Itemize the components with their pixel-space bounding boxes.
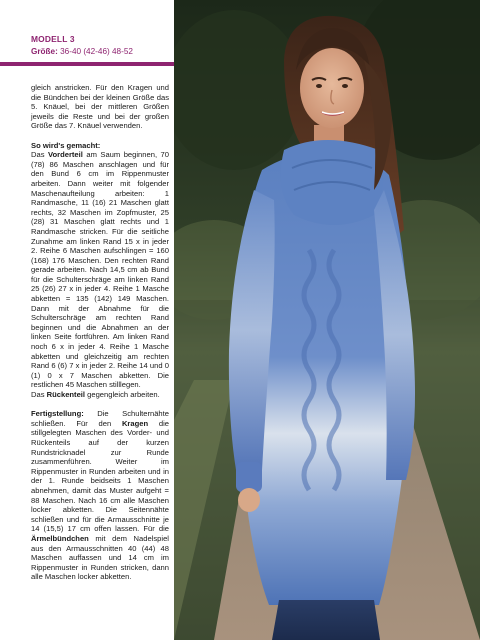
accent-rule (0, 62, 174, 66)
term-aermelbuendchen: Ärmelbündchen (31, 533, 89, 543)
size-label: Größe: (31, 47, 58, 56)
section-finishing: Fertigstellung: (31, 409, 84, 419)
size-value: 36-40 (42-46) 48-52 (57, 47, 133, 56)
model-photo (174, 0, 480, 640)
term-kragen: Kragen (121, 418, 149, 428)
term-rueckenteil: Rückenteil (46, 390, 86, 399)
size-line (31, 47, 133, 56)
model-title: MODELL 3 (31, 34, 75, 44)
instructions-body (31, 83, 169, 591)
instruction-column (0, 0, 174, 640)
paragraph-finishing: Fertigstellung: Die Schulternähte schließen. Für den Kragen die stillgelegten Maschen des Vorder- und Rückenteils auf der kurzen Rundstricknadel zur Runde zusammenführen. Weiter im Rippenmuster in Runden arbeiten und in der 1. Runde beidseits 1 Maschen abnehmen, damit das Muster aufgeht = 88 Maschen. Nach 16 cm alle Maschen locker abketten. Die Seitennähte schließen und für die Armausschnitte je 14 (15,5) 17 cm offen lassen. Für die Ärmelbündchen mit dem Nadelspiel aus den Armausschnitten 40 (44) 48 Maschen auffassen und 14 cm im Rippenmuster in Runden stricken, dann alle Maschen locker abketten. (31, 409, 169, 582)
paragraph-front: So wird's gemacht: Das Vorderteil am Saum beginnen, 70 (78) 86 Maschen anschlagen und für den Bund 6 cm im Rippenmuster arbeiten. Dann weiter mit folgender Maschenaufteilung arbeiten: 1 Randmasche, 11 (16) 21 Maschen glatt rechts, 32 Maschen im Zopfmuster, 25 (28) 31 Maschen glatt rechts und 1 Randmasche stricken. Für die seitliche Zunahme am linken Rand 15 x in jeder 2. Reihe 6 Maschen aufschlingen = 160 (168) 176 Maschen. Den rechten Rand gerade arbeiten. Nach 14,5 cm ab Bund für die Schulterschräge am linken Rand 25 (26) 27 x in jeder 4. Reihe 1 Masche abketten = 135 (142) 149 Maschen. Dann mit der Abnahme für die Schulterschräge am rechten Rand beginnen und die Abnahmen an der linken Seite fortführen. Am linken Rand noch 6 x in jeder 4. Reihe 1 Masche abketten und gleichzeitig am rechten Rand 6 (6) 7 x in jeder 2. Reihe 14 und 0 (1) 0 x 7 Maschen abketten. Die restlichen 45 Maschen stilllegen. Das Rückenteil gegengleich arbeiten. (31, 140, 169, 399)
term-vorderteil: Vorderteil (47, 150, 83, 160)
paragraph-intro: gleich anstricken. Für den Kragen und die Bündchen bei der kleinen Größe das 5. Knäuel, bei der mittleren Größen jeweils die Reste und bei der großen Größe das 7. Knäuel verwenden. (31, 83, 169, 131)
photo-illustration (174, 0, 480, 640)
section-title: So wird's gemacht: (31, 140, 101, 150)
